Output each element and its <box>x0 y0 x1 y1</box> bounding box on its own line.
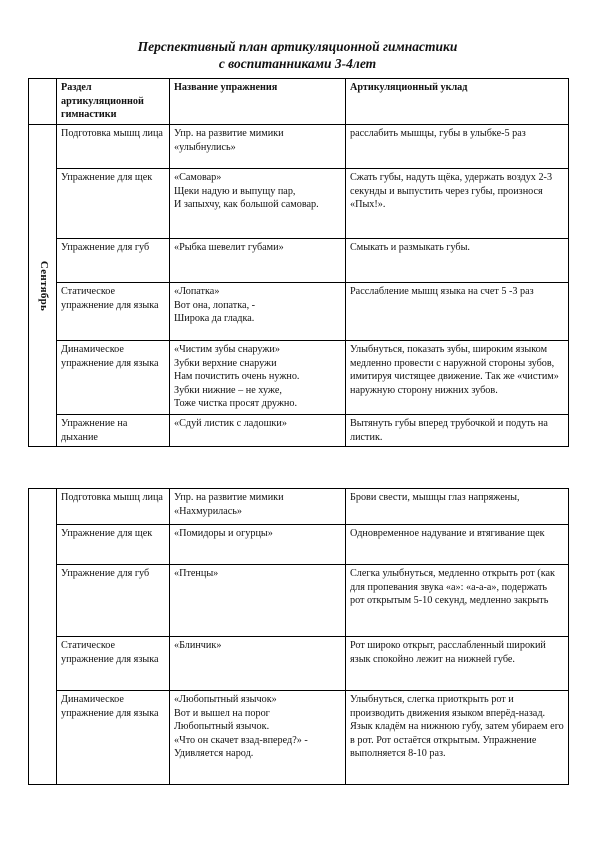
exercise-line: «Лопатка» <box>174 286 220 297</box>
technique-cell: Улыбнуться, показать зубы, широким языком медленно провести с наружной стороны зубов, имитируя чистящее движение. Так же «чистим» наружную сторону нижних зубов. <box>346 341 569 415</box>
exercise-line: «Блинчик» <box>174 640 222 651</box>
header-exercise: Название упражнения <box>170 79 346 125</box>
table-row <box>29 637 569 691</box>
technique-cell: Сжать губы, надуть щёка, удержать воздух 2-3 секунды и выпустить через губы, произнося «Пых!». <box>346 169 569 239</box>
table-row <box>29 691 569 785</box>
exercise-cell <box>170 125 346 169</box>
month-cell <box>29 125 57 447</box>
technique-cell: Вытянуть губы вперед трубочкой и подуть на листик. <box>346 415 569 447</box>
technique-cell: Смыкать и размыкать губы. <box>346 239 569 283</box>
header-empty-cell <box>29 79 57 125</box>
exercise-cell <box>170 415 346 447</box>
section-cell: Динамическое упражнение для языка <box>57 341 170 415</box>
section-cell: Упражнение для щек <box>57 169 170 239</box>
technique-cell: Расслабление мышц языка на счет 5 -3 раз <box>346 283 569 341</box>
plan-table-second <box>28 488 569 785</box>
technique-cell: Рот широко открыт, расслабленный широкий язык спокойно лежит на нижней губе. <box>346 637 569 691</box>
section-cell: Подготовка мышц лица <box>57 489 170 525</box>
exercise-cell <box>170 341 346 415</box>
technique-cell: Улыбнуться, слегка приоткрыть рот и производить движения языком вперёд-назад. Язык кладём на нижнюю губу, затем убираем его в рот. Рот остаётся открытым. Упражнение выполняется 8-10 раз. <box>346 691 569 785</box>
exercise-cell <box>170 283 346 341</box>
exercise-line: «Рыбка шевелит губами» <box>174 242 284 253</box>
header-section: Раздел артикуляционной гимнастики <box>57 79 170 125</box>
exercise-line: Нам почистить очень нужно. <box>174 371 300 383</box>
table-row <box>29 489 569 525</box>
header-technique: Артикуляционный уклад <box>346 79 569 125</box>
table-row <box>29 169 569 239</box>
section-cell: Упражнение для щек <box>57 525 170 565</box>
table-row <box>29 415 569 447</box>
table-row <box>29 525 569 565</box>
section-cell: Упражнение на дыхание <box>57 415 170 447</box>
technique-cell: расслабить мышцы, губы в улыбке-5 раз <box>346 125 569 169</box>
exercise-line: Вот и вышел на порог <box>174 707 270 719</box>
exercise-cell <box>170 489 346 525</box>
title-line-2: с воспитанниками 3-4лет <box>218 56 377 71</box>
section-cell: Динамическое упражнение для языка <box>57 691 170 785</box>
section-cell: Упражнение для губ <box>57 565 170 637</box>
title-line-1: Перспективный план артикуляционной гимнастики <box>137 39 458 54</box>
exercise-line: Упр. на развитие мимики «Нахмурилась» <box>174 492 284 517</box>
table-row <box>29 341 569 415</box>
exercise-cell <box>170 169 346 239</box>
section-cell: Статическое упражнение для языка <box>57 637 170 691</box>
exercise-line: «Любопытный язычок» <box>174 694 277 705</box>
page-title <box>0 38 595 72</box>
section-cell: Подготовка мышц лица <box>57 125 170 169</box>
exercise-line: Зубки верхние снаружи <box>174 357 277 369</box>
exercise-line: Тоже чистка просят дружно. <box>174 398 298 410</box>
table-row <box>29 239 569 283</box>
exercise-line: «Птенцы» <box>174 568 219 579</box>
exercise-line: Широка да гладка. <box>174 313 255 325</box>
section-cell: Статическое упражнение для языка <box>57 283 170 341</box>
table-row <box>29 125 569 169</box>
exercise-line: Вот она, лопатка, - <box>174 299 256 311</box>
exercise-line: «Самовар» <box>174 172 222 183</box>
exercise-line: Любопытный язычок. <box>174 721 270 733</box>
month-label: Сентябрь <box>37 260 50 311</box>
technique-cell: Слегка улыбнуться, медленно открыть рот (как для пропевания звука «а»: «а-а-а», подержать рот открытым 5-10 секунд, медленно закрыть <box>346 565 569 637</box>
technique-cell: Брови свести, мышцы глаз напряжены, <box>346 489 569 525</box>
technique-cell: Одновременное надувание и втягивание щек <box>346 525 569 565</box>
exercise-cell <box>170 691 346 785</box>
exercise-line: «Сдуй листик с ладошки» <box>174 418 287 429</box>
exercise-line: Удивляется народ. <box>174 748 254 760</box>
exercise-line: Зубки нижние – не хуже, <box>174 384 282 396</box>
exercise-cell <box>170 239 346 283</box>
section-cell: Упражнение для губ <box>57 239 170 283</box>
table-header-row <box>29 79 569 125</box>
exercise-line: Щеки надую и выпущу пар, <box>174 185 296 197</box>
plan-table-september <box>28 78 569 447</box>
exercise-line: Упр. на развитие мимики «улыбнулись» <box>174 128 284 153</box>
exercise-cell <box>170 525 346 565</box>
exercise-line: «Чистим зубы снаружи» <box>174 344 280 355</box>
exercise-cell <box>170 565 346 637</box>
exercise-line: И запыхчу, как большой самовар. <box>174 199 319 211</box>
table-row <box>29 283 569 341</box>
table-row <box>29 565 569 637</box>
month-cell <box>29 489 57 785</box>
exercise-line: «Помидоры и огурцы» <box>174 528 273 539</box>
exercise-line: «Что он скачет взад-вперед?» - <box>174 734 308 746</box>
exercise-cell <box>170 637 346 691</box>
